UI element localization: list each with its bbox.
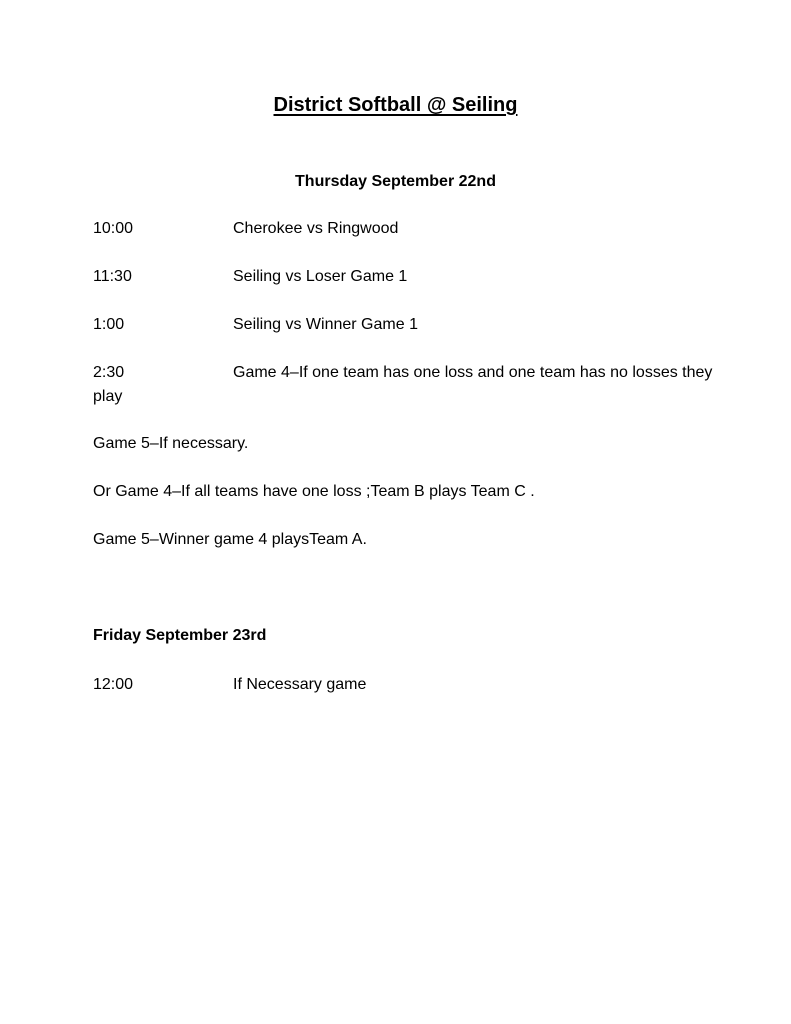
game-time: 2:30 xyxy=(93,364,125,381)
game-description: If Necessary game xyxy=(233,676,367,693)
schedule-note: Game 5–If necessary. xyxy=(93,435,249,452)
schedule-note: Or Game 4–If all teams have one loss ;Team B plays Team C . xyxy=(93,483,535,500)
schedule-row xyxy=(93,266,407,288)
game-time: 12:00 xyxy=(93,676,134,693)
game-time: 11:30 xyxy=(93,268,132,285)
game-time: 10:00 xyxy=(93,220,134,237)
game-description: Seiling vs Loser Game 1 xyxy=(233,268,408,285)
game-time: 1:00 xyxy=(93,316,125,333)
schedule-row xyxy=(93,218,398,240)
schedule-row xyxy=(93,674,366,696)
friday-heading: Friday September 23rd xyxy=(93,627,267,644)
schedule-note: Game 5–Winner game 4 playsTeam A. xyxy=(93,531,367,548)
game-description: Seiling vs Winner Game 1 xyxy=(233,316,418,333)
schedule-row-wrapped xyxy=(93,361,713,409)
thursday-heading: Thursday September 22nd xyxy=(295,173,496,190)
schedule-row xyxy=(93,314,418,336)
game-description: Cherokee vs Ringwood xyxy=(233,220,399,237)
page-title: District Softball @ Seiling xyxy=(273,94,518,116)
game-description: Game 4–If one team has one loss and one team has no losses they play xyxy=(93,364,713,405)
